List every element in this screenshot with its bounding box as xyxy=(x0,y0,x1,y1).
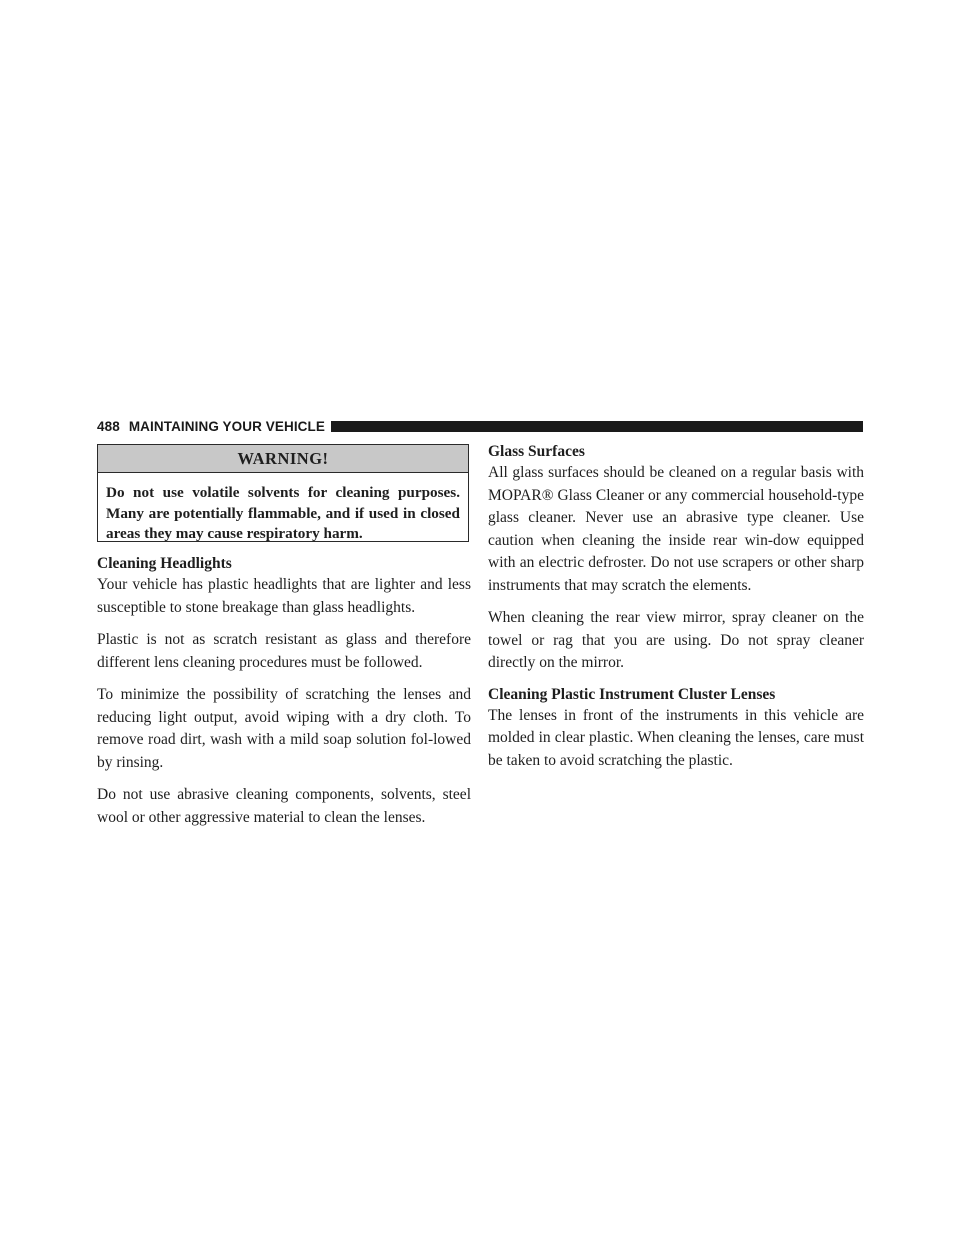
glass-paragraph-2: When cleaning the rear view mirror, spray cleaner on the towel or rag that you are using. Do not spray cleaner directly on the mirror. xyxy=(488,609,864,671)
headlights-paragraph-2: Plastic is not as scratch resistant as glass and therefore different lens cleaning procedures must be followed. xyxy=(97,631,471,671)
glass-paragraph-1: All glass surfaces should be cleaned on a regular basis with MOPAR® Glass Cleaner or any commercial household-type glass cleaner. Never use an abrasive type cleaner. Use caution when cleaning the inside rear win-dow equipped with an electric defroster. Do not use scrapers or other sharp instruments that may scratch the elements. xyxy=(488,464,864,594)
warning-body: Do not use volatile solvents for cleaning purposes. Many are potentially flammable, and if used in closed areas they may cause respiratory harm. xyxy=(106,484,460,542)
warning-title: WARNING! xyxy=(98,445,468,473)
cleaning-headlights-heading: Cleaning Headlights xyxy=(97,555,232,572)
glass-surfaces-heading: Glass Surfaces xyxy=(488,443,585,460)
headlights-paragraph-1: Your vehicle has plastic headlights that are lighter and less susceptible to stone breakage than glass headlights. xyxy=(97,576,471,616)
page-number: 488 xyxy=(97,419,120,434)
right-column xyxy=(488,442,864,782)
left-column xyxy=(97,554,471,839)
page-header xyxy=(97,417,863,436)
cluster-paragraph-1: The lenses in front of the instruments in this vehicle are molded in clear plastic. When cleaning the lenses, care must be taken to avoid scratching the plastic. xyxy=(488,706,864,769)
section-title: MAINTAINING YOUR VEHICLE xyxy=(128,419,325,434)
header-rule xyxy=(331,421,863,432)
headlights-paragraph-4: Do not use abrasive cleaning components, solvents, steel wool or other aggressive material to clean the lenses. xyxy=(97,786,471,826)
headlights-paragraph-3: To minimize the possibility of scratching the lenses and reducing light output, avoid wiping with a dry cloth. To remove road dirt, wash with a mild soap solution fol-lowed by rinsing. xyxy=(97,686,471,771)
cluster-lenses-heading: Cleaning Plastic Instrument Cluster Lenses xyxy=(488,685,776,703)
warning-box xyxy=(97,444,469,542)
